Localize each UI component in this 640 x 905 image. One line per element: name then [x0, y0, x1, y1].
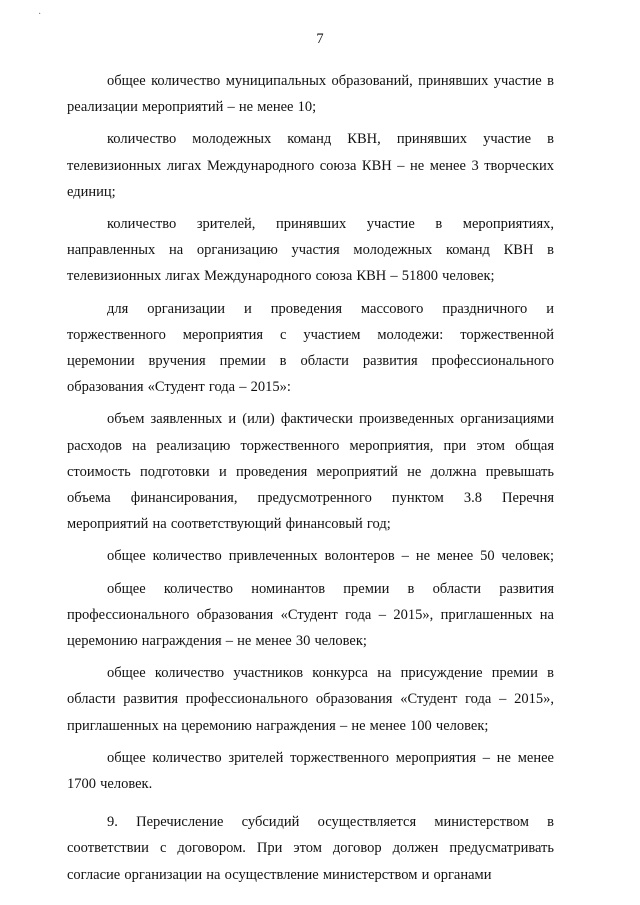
page-number: 7 [316, 31, 324, 47]
paragraph-kvn-spectators: количество зрителей, принявших участие в мероприятиях, направленных на организацию участия молодежных команд КВН в телевизионных лигах Международного союза КВН – 51800 человек; [67, 216, 554, 285]
paragraph-kvn-teams: количество молодежных команд КВН, принявших участие в телевизионных лигах Международного союза КВН – не менее 3 творческих единиц; [67, 131, 554, 200]
paragraph-municipalities: общее количество муниципальных образований, принявших участие в реализации мероприятий – не менее 10; [67, 73, 554, 116]
paragraph-expenses: объем заявленных и (или) фактически произведенных организациями расходов на реализацию торжественного мероприятия, при этом общая стоимость подготовки и проведения мероприятий не должна превышать объема финансирования, предусмотренного пунктом 3.8 Перечня мероприятий на соответствующий финансовый год; [67, 411, 554, 533]
paragraph-ceremony-intro: для организации и проведения массового праздничного и торжественного мероприятия с участием молодежи: торжественной церемонии вручения премии в области развития профессионального образования «Студент года – 2015»: [67, 300, 554, 396]
corner-mark: · [38, 9, 42, 20]
paragraph-section-9: 9. Перечисление субсидий осуществляется министерством в соответствии с договором. При этом договор должен предусматривать согласие организации на осуществление министерством и органами [67, 814, 554, 883]
paragraph-contest-participants: общее количество участников конкурса на присуждение премии в области развития профессионального образования «Студент года – 2015», приглашенных на церемонию награждения – не менее 100 человек; [67, 665, 554, 734]
paragraph-volunteers: общее количество привлеченных волонтеров – не менее 50 человек; [107, 548, 554, 565]
document-body [67, 68, 554, 888]
paragraph-nominees: общее количество номинантов премии в области развития профессионального образования «Студент года – 2015», приглашенных на церемонию награждения – не менее 30 человек; [67, 580, 554, 650]
paragraph-ceremony-spectators: общее количество зрителей торжественного мероприятия – не менее 1700 человек. [67, 749, 554, 793]
